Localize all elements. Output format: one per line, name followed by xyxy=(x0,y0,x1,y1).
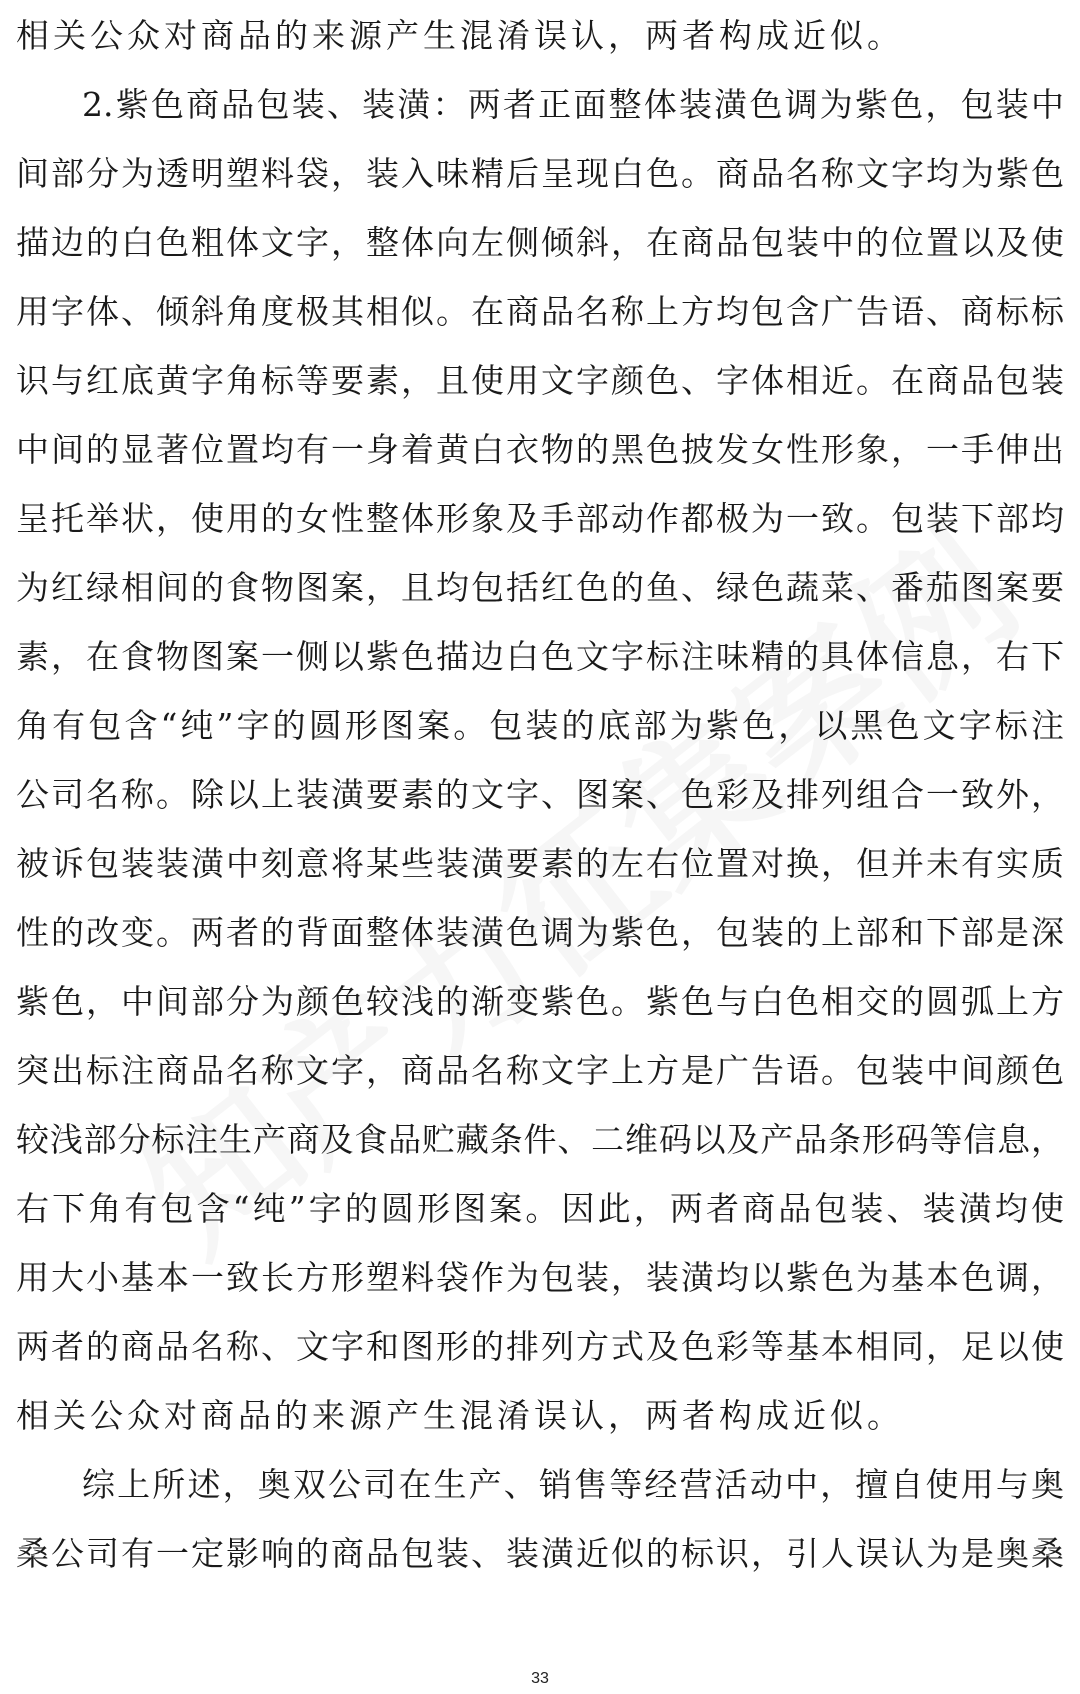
text-line: 用大小基本一致长方形塑料袋作为包装，装潢均以紫色为基本色调， xyxy=(16,1258,1064,1297)
text-line: 较浅部分标注生产商及食品贮藏条件、二维码以及产品条形码等信息， xyxy=(16,1120,1064,1159)
text-line: 公司名称。除以上装潢要素的文字、图案、色彩及排列组合一致外， xyxy=(16,775,1064,814)
text-line: 相关公众对商品的来源产生混淆误认，两者构成近似。 xyxy=(16,16,904,55)
text-line: 识与红底黄字角标等要素，且使用文字颜色、字体相近。在商品包装 xyxy=(16,361,1064,400)
text-line: 间部分为透明塑料袋，装入味精后呈现白色。商品名称文字均为紫色 xyxy=(16,154,1064,193)
text-line: 综上所述，奥双公司在生产、销售等经营活动中，擅自使用与奥 xyxy=(82,1465,1064,1504)
text-line: 为红绿相间的食物图案，且均包括红色的鱼、绿色蔬菜、番茄图案要 xyxy=(16,568,1064,607)
text-line: 素，在食物图案一侧以紫色描边白色文字标注味精的具体信息，右下 xyxy=(16,637,1064,676)
text-line: 2.紫色商品包装、装潢：两者正面整体装潢色调为紫色，包装中 xyxy=(82,85,1064,124)
text-line: 紫色，中间部分为颜色较浅的渐变紫色。紫色与白色相交的圆弧上方 xyxy=(16,982,1064,1021)
text-line: 性的改变。两者的背面整体装潢色调为紫色，包装的上部和下部是深 xyxy=(16,913,1064,952)
text-line: 呈托举状，使用的女性整体形象及手部动作都极为一致。包装下部均 xyxy=(16,499,1064,538)
text-line: 桑公司有一定影响的商品包装、装潢近似的标识，引人误认为是奥桑 xyxy=(16,1534,1064,1573)
page-number: 33 xyxy=(531,1670,549,1687)
text-line: 用字体、倾斜角度极其相似。在商品名称上方均包含广告语、商标标 xyxy=(16,292,1064,331)
text-line: 中间的显著位置均有一身着黄白衣物的黑色披发女性形象，一手伸出 xyxy=(16,430,1064,469)
text-line: 右下角有包含“纯”字的圆形图案。因此，两者商品包装、装潢均使 xyxy=(16,1189,1064,1228)
text-line: 两者的商品名称、文字和图形的排列方式及色彩等基本相同，足以使 xyxy=(16,1327,1064,1366)
text-line: 相关公众对商品的来源产生混淆误认，两者构成近似。 xyxy=(16,1396,904,1435)
text-line: 描边的白色粗体文字，整体向左侧倾斜，在商品包装中的位置以及使 xyxy=(16,223,1064,262)
text-line: 突出标注商品名称文字，商品名称文字上方是广告语。包装中间颜色 xyxy=(16,1051,1064,1090)
text-line: 被诉包装装潢中刻意将某些装潢要素的左右位置对换，但并未有实质 xyxy=(16,844,1064,883)
text-line: 角有包含“纯”字的圆形图案。包装的底部为紫色，以黑色文字标注 xyxy=(16,706,1064,745)
